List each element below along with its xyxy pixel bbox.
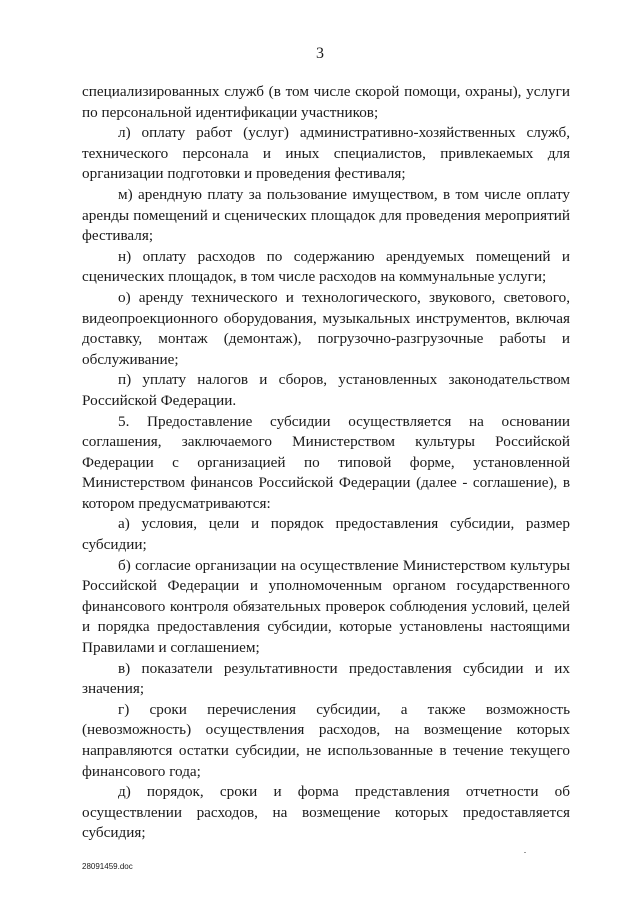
paragraph-continuation: специализированных служб (в том числе скорой помощи, охраны), услуги по персональной идентификации участников; [82,83,570,121]
paragraph-item-p: п) уплату налогов и сборов, установленных законодательством Российской Федерации. [82,371,570,409]
paragraph-item-a: а) условия, цели и порядок предоставления субсидии, размер субсидии; [82,515,570,554]
paragraph-item-b: б) согласие организации на осуществление Министерством культуры Российской Федерации и уполномоченным органом государственного финансового контроля обязательных проверок соблюдения условий, целей и порядка предоставления субсидии, которые установлены настоящими Правилами и соглашением; [82,556,570,657]
paragraph-item-o: о) аренду технического и технологического, звукового, светового, видеопроекционного оборудования, музыкальных инструментов, включая доставку, монтаж (демонтаж), погрузочно-разгрузочные работы и обслуживание; [82,288,570,368]
paragraph-item-g: г) сроки перечисления субсидии, а также возможность (невозможность) осуществления расходов, на возмещение которых направляются остатки субсидии, не использованные в течение текущего финансового года; [82,700,570,780]
paragraph-item-n: н) оплату расходов по содержанию арендуемых помещений и сценических площадок, в том числе расходов на коммунальные услуги; [82,247,570,286]
paragraph-item-m: м) арендную плату за пользование имуществом, в том числе оплату аренды помещений и сценических площадок для проведения мероприятий фестиваля; [82,185,570,245]
paragraph-section-5: 5. Предоставление субсидии осуществляется на основании соглашения, заключаемого Министерством культуры Российской Федерации с организацией по типовой форме, установленной Министерством финансов Российской Федерации (далее - соглашение), в котором предусматриваются: [82,412,570,512]
document-body [82,82,570,844]
scan-artifact-mark [524,852,526,853]
paragraph-item-v: в) показатели результативности предоставления субсидии и их значения; [82,659,570,698]
footer-file-name: 28091459.doc [82,862,133,871]
paragraph-item-l: л) оплату работ (услуг) административно-хозяйственных служб, технического персонала и иных специалистов, привлекаемых для организации подготовки и проведения фестиваля; [82,124,570,183]
page-number: 3 [316,45,324,62]
paragraph-item-d: д) порядок, сроки и форма представления отчетности об осуществлении расходов, на возмещение которых предоставляется субсидия; [82,783,570,842]
